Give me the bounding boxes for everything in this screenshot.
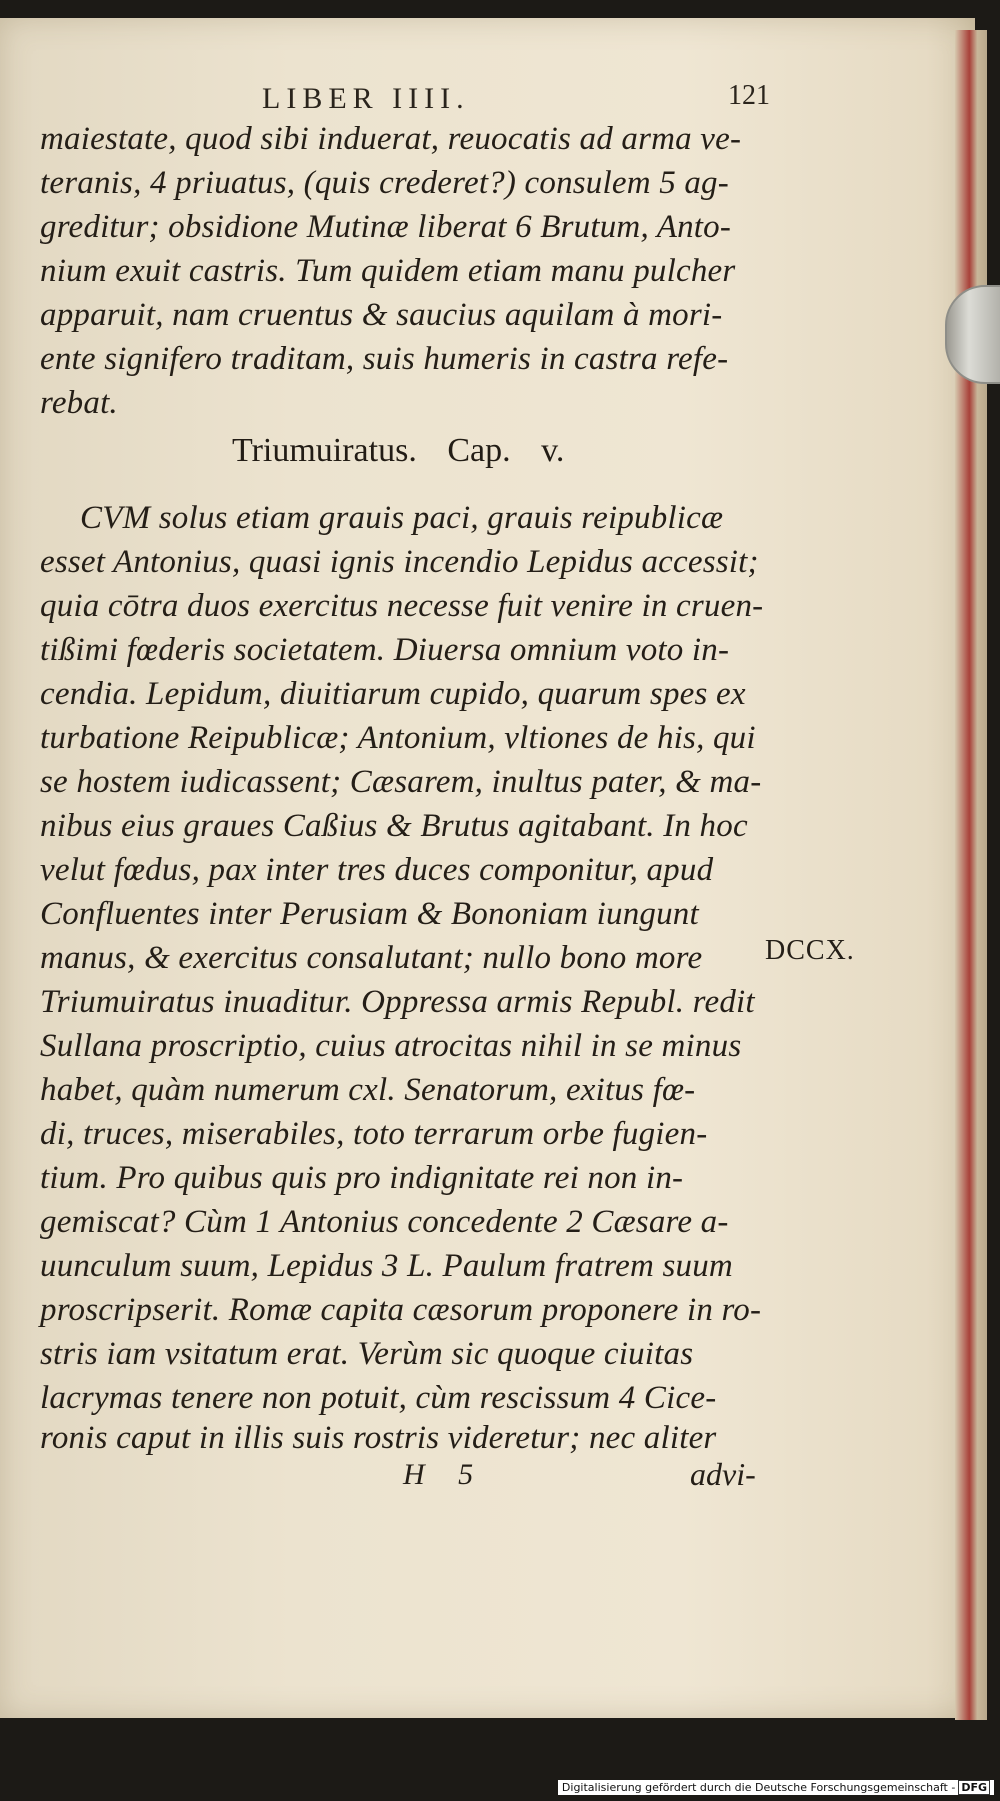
text-line: tißimi fœderis societatem. Diuersa omnium voto in- [40,632,730,668]
text-line: Confluentes inter Perusiam & Bononiam iungunt [40,896,699,932]
running-title: LIBER IIII. [262,82,470,115]
page-clip [945,285,1000,384]
text-line: manus, & exercitus consalutant; nullo bono more [40,940,703,976]
text-line: esset Antonius, quasi ignis incendio Lepidus accessit; [40,544,759,580]
text-line: Sullana proscriptio, cuius atrocitas nihil in se minus [40,1028,742,1064]
text-line: gemiscat? Cùm 1 Antonius concedente 2 Cæsare a- [40,1204,729,1240]
text-line: stris iam vsitatum erat. Verùm sic quoque ciuitas [40,1336,694,1372]
text-line: se hostem iudicassent; Cæsarem, inultus pater, & ma- [40,764,762,800]
text-line: rebat. [40,385,118,421]
chapter-heading: Triumuiratus. Cap. v. [232,432,565,469]
text-line: di, truces, miserabiles, toto terrarum orbe fugien- [40,1116,708,1152]
dfg-logo: DFG [958,1780,990,1795]
text-line: proscripserit. Romæ capita cæsorum proponere in ro- [40,1292,762,1328]
catchword: advi- [690,1456,756,1492]
digitization-footer [558,1780,994,1795]
text-line: habet, quàm numerum cxl. Senatorum, exitus fœ- [40,1072,696,1108]
text-line: uunculum suum, Lepidus 3 L. Paulum fratrem suum [40,1248,733,1284]
text-line: quia cōtra duos exercitus necesse fuit venire in cruen- [40,588,764,624]
page-header [262,82,770,122]
text-line: teranis, 4 priuatus, (quis crederet?) consulem 5 ag- [40,165,729,201]
marginal-note: DCCX. [765,935,855,966]
text-line: apparuit, nam cruentus & saucius aquilam à mori- [40,297,723,333]
text-line: nibus eius graues Caßius & Brutus agitabant. In hoc [40,808,748,844]
text-line: nium exuit castris. Tum quidem etiam manu pulcher [40,253,736,289]
footer-credit: Digitalisierung gefördert durch die Deutsche Forschungsgemeinschaft - [561,1781,956,1794]
text-line: turbatione Reipublicæ; Antonium, vltiones de his, qui [40,720,756,756]
text-line: ente signifero traditam, suis humeris in castra refe- [40,341,729,377]
text-line: Triumuiratus inuaditur. Oppressa armis Republ. redit [40,984,755,1020]
text-line: CVM solus etiam grauis paci, grauis reipublicæ [80,500,724,536]
text-line: lacrymas tenere non potuit, cùm rescissum 4 Cice- [40,1380,717,1416]
text-line: velut fœdus, pax inter tres duces componitur, apud [40,852,714,888]
text-line: cendia. Lepidum, diuitiarum cupido, quarum spes ex [40,676,746,712]
signature-mark: H 5 [403,1458,474,1491]
text-line: maiestate, quod sibi induerat, reuocatis ad arma ve- [40,121,742,157]
page-number: 121 [728,80,770,111]
page-edge [955,30,987,1720]
text-line: ronis caput in illis suis rostris videretur; nec aliter [40,1420,717,1456]
text-line: tium. Pro quibus quis pro indignitate rei non in- [40,1160,684,1196]
text-line: greditur; obsidione Mutinæ liberat 6 Brutum, Anto- [40,209,732,245]
